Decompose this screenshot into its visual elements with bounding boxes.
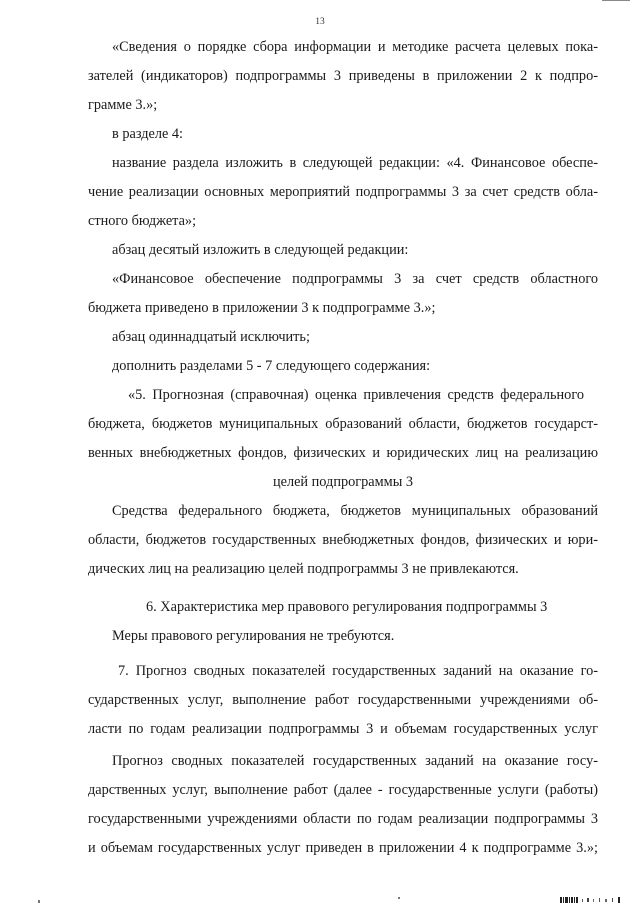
text-line: абзац десятый изложить в следующей редакции:	[112, 242, 409, 258]
text-line: Средства федерального бюджета, бюджетов муниципальных образований	[112, 503, 598, 519]
text-line: дополнить разделами 5 - 7 следующего содержания:	[112, 358, 431, 374]
text-line: Меры правового регулирования не требуются.	[112, 628, 395, 644]
text-line: чение реализации основных мероприятий подпрограммы 3 за счет средств обла-	[88, 184, 598, 200]
text-line: зателей (индикаторов) подпрограммы 3 приведены в приложении 2 к подпро-	[88, 68, 598, 84]
section-heading-line: 7. Прогноз сводных показателей государственных заданий на оказание го-	[118, 663, 598, 679]
text-line: грамме 3.»;	[88, 97, 158, 113]
scan-speck	[398, 897, 400, 899]
section-heading-line: 6. Характеристика мер правового регулирования подпрограммы 3	[146, 599, 548, 615]
section-heading-line: венных внебюджетных фондов, физических и юридических лиц на реализацию	[88, 445, 598, 461]
section-heading-line: «5. Прогнозная (справочная) оценка привлечения средств федерального	[128, 387, 584, 403]
text-line: название раздела изложить в следующей редакции: «4. Финансовое обеспе-	[112, 155, 598, 171]
text-line: области, бюджетов государственных внебюджетных фондов, физических и юри-	[88, 532, 598, 548]
scan-barcode-mark	[560, 892, 624, 901]
section-heading-line: целей подпрограммы 3	[272, 474, 414, 490]
scan-speck	[38, 900, 40, 903]
page-number: 13	[315, 17, 325, 27]
text-line: Прогноз сводных показателей государственных заданий на оказание госу-	[112, 753, 598, 769]
text-line: дарственных услуг, выполнение работ (далее - государственные услуги (работы)	[88, 782, 598, 798]
text-line: абзац одиннадцатый исключить;	[112, 329, 310, 345]
text-line: и объемам государственных услуг приведен в приложении 4 к подпрограмме 3.»;	[88, 840, 598, 856]
text-line: в разделе 4:	[112, 126, 184, 142]
text-line: государственными учреждениями области по годам реализации подпрограммы 3	[88, 811, 598, 827]
text-line: дических лиц на реализацию целей подпрограммы 3 не привлекаются.	[88, 561, 519, 577]
section-heading-line: сударственных услуг, выполнение работ государственными учреждениями об-	[88, 692, 598, 708]
scan-edge-mark	[602, 0, 630, 1]
section-heading-line: ласти по годам реализации подпрограммы 3 и объемам государственных услуг	[88, 721, 598, 737]
section-heading-line: бюджета, бюджетов муниципальных образований области, бюджетов государст-	[88, 416, 598, 432]
text-line: бюджета приведено в приложении 3 к подпрограмме 3.»;	[88, 300, 436, 316]
text-line: стного бюджета»;	[88, 213, 197, 229]
text-line: «Сведения о порядке сбора информации и методике расчета целевых пока-	[112, 39, 598, 55]
text-line: «Финансовое обеспечение подпрограммы 3 за счет средств областного	[112, 271, 598, 287]
